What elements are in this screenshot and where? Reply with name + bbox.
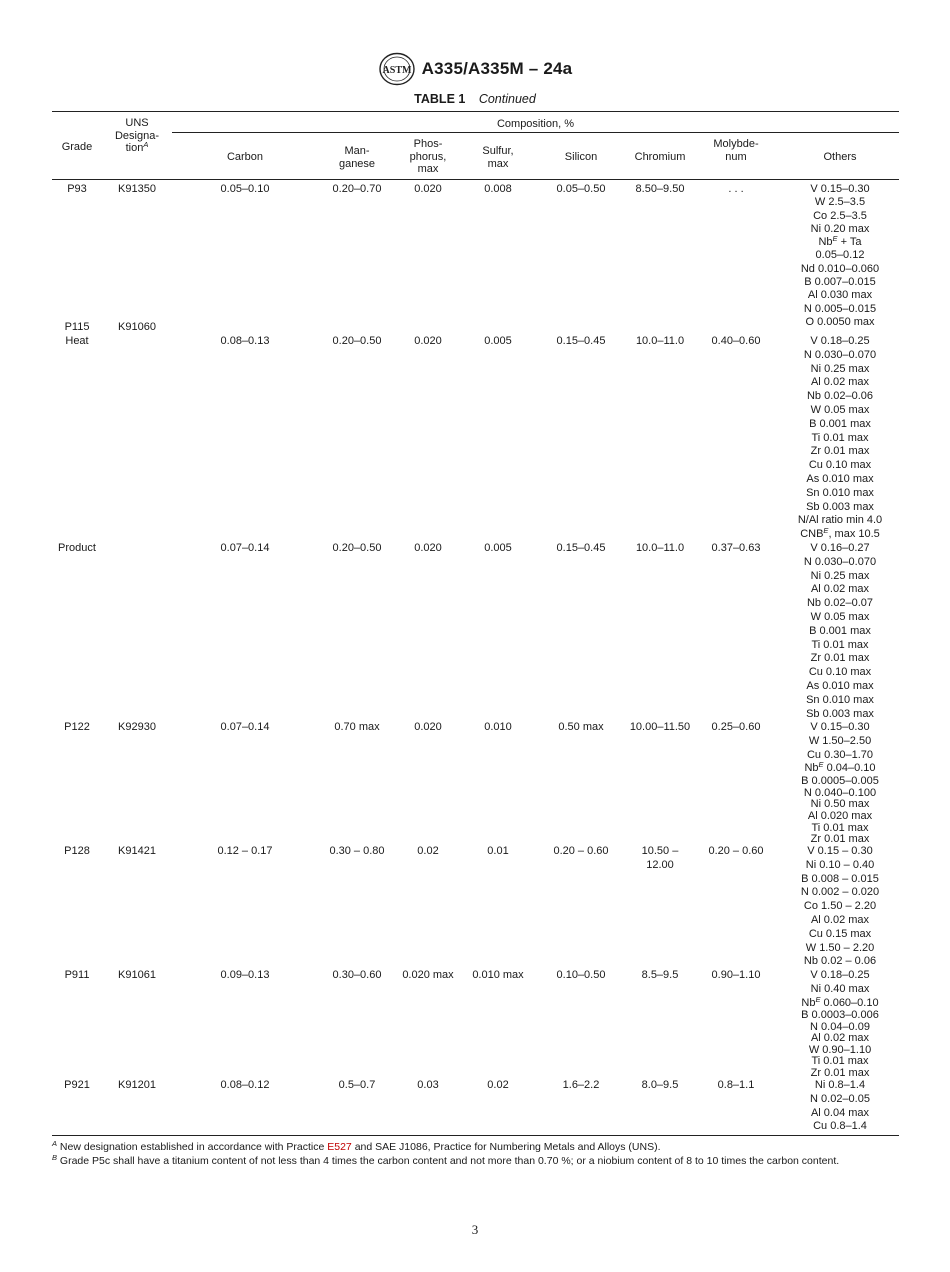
document-designation: A335/A335M – 24a [421,59,573,78]
cell-manganese: 0.20–0.70 [332,183,382,195]
cell-sulfur: 0.010 max [472,969,524,981]
cell-grade: P128 [64,845,90,857]
cell-uns: K91060 [118,321,156,333]
cell-silicon: 0.05–0.50 [556,183,606,195]
cell-sulfur: 0.005 [484,542,512,554]
cell-others: Ni 0.8–1.4 N 0.02–0.05 Al 0.04 max Cu 0.8–1.4 [810,1079,870,1133]
cell-manganese: 0.5–0.7 [338,1079,376,1091]
header-silicon: Silicon [564,151,598,163]
cell-carbon: 0.05–0.10 [220,183,270,195]
cell-sulfur: 0.01 [487,845,509,857]
cell-manganese: 0.20–0.50 [332,542,382,554]
table-bottom-rule [52,1135,899,1136]
header-molybdenum: Molybde- num [713,138,759,163]
cell-sulfur: 0.005 [484,335,512,347]
cell-grade: P93 [67,183,87,195]
cell-phosphorus: 0.020 max [402,969,454,981]
cell-chromium: 8.50–9.50 [635,183,685,195]
cell-molybdenum: 0.90–1.10 [711,969,761,981]
header-bottom-rule [52,179,899,180]
cell-phosphorus: 0.03 [417,1079,439,1091]
cell-grade: Heat [65,335,89,347]
header-carbon: Carbon [226,151,264,163]
cell-uns: K92930 [118,721,156,733]
cell-silicon: 0.20 – 0.60 [553,845,609,857]
composition-underline [172,132,899,133]
cell-carbon: 0.09–0.13 [220,969,270,981]
cell-silicon: 0.15–0.45 [556,542,606,554]
cell-silicon: 1.6–2.2 [562,1079,600,1091]
svg-text:ASTM: ASTM [382,65,412,76]
cell-carbon: 0.07–0.14 [220,542,270,554]
cell-phosphorus: 0.020 [414,542,442,554]
table-caption [0,92,950,106]
cell-others: V 0.15–0.30 W 1.50–2.50 Cu 0.30–1.70 $Nb^E$ 0.04–0.10 B 0.0005–0.005 N 0.040–0.100 Ni 0.50 max Al 0.020 max Ti 0.01 max Zr 0.01 max [801,721,879,846]
cell-uns: K91350 [118,183,156,195]
cell-sulfur: 0.010 [484,721,512,733]
cell-chromium: 10.00–11.50 [629,721,691,733]
cell-phosphorus: 0.020 [414,335,442,347]
cell-molybdenum: 0.25–0.60 [711,721,761,733]
cell-chromium: 8.5–9.5 [641,969,679,981]
document-header [0,52,950,86]
cell-manganese: 0.30–0.60 [332,969,382,981]
footnote-a: $^A$ New designation established in accordance with Practice E527 and SAE J1086, Practice for Numbering Metals and Alloys (UNS). [52,1139,661,1153]
table-continued: Continued [478,92,536,106]
cell-grade: Product [58,542,96,554]
cell-carbon: 0.08–0.12 [220,1079,270,1091]
cell-manganese: 0.20–0.50 [332,335,382,347]
cell-grade: P921 [64,1079,90,1091]
cell-molybdenum: 0.40–0.60 [711,335,761,347]
cell-molybdenum: 0.8–1.1 [717,1079,755,1091]
footnote-b: $^B$ Grade P5c shall have a titanium content of not less than 4 times the carbon content and not more than 0.70 %; or a niobium content of 8 to 10 times the carbon content. [52,1153,840,1167]
page-number: 3 [471,1222,479,1237]
cell-manganese: 0.70 max [334,721,380,733]
header-manganese: Man- ganese [338,145,376,170]
cell-phosphorus: 0.020 [414,183,442,195]
cell-phosphorus: 0.020 [414,721,442,733]
header-phosphorus: Phos- phorus, max [409,138,447,175]
astm-logo-icon [378,52,416,86]
cell-carbon: 0.07–0.14 [220,721,270,733]
cell-grade: P122 [64,721,90,733]
table-label: TABLE 1 [414,92,466,106]
cell-chromium: 10.0–11.0 [635,335,685,347]
cell-silicon: 0.10–0.50 [556,969,606,981]
cell-sulfur: 0.008 [484,183,512,195]
cell-chromium: 10.0–11.0 [635,542,685,554]
cell-chromium: 10.50 – 12.00 [641,845,679,871]
header-composition: Composition, % [496,118,575,130]
header-chromium: Chromium [634,151,686,163]
cell-others: V 0.18–0.25 N 0.030–0.070 Ni 0.25 max Al 0.02 max Nb 0.02–0.06 W 0.05 max B 0.001 max Ti 0.01 max Zr 0.01 max Cu 0.10 max As 0.010 max Sn 0.010 max Sb 0.003 max N/Al ratio min 4.0 $CNB^E$, max 10.5 [797,335,883,541]
reference-link-e527[interactable]: E527 [327,1141,352,1153]
cell-others: V 0.15–0.30 W 2.5–3.5 Co 2.5–3.5 Ni 0.20 max $Nb^E + Ta$ 0.05–0.12 Nd 0.010–0.060 B 0.007–0.015 Al 0.030 max N 0.005–0.015 O 0.0050 max [800,183,880,328]
cell-chromium: 8.0–9.5 [641,1079,679,1091]
cell-uns: K91201 [118,1079,156,1091]
table-top-rule [52,111,899,112]
cell-grade: P115 [64,321,90,333]
cell-phosphorus: 0.02 [417,845,439,857]
cell-molybdenum: 0.20 – 0.60 [708,845,764,857]
cell-uns: K91061 [118,969,156,981]
cell-manganese: 0.30 – 0.80 [329,845,385,857]
cell-carbon: 0.12 – 0.17 [217,845,273,857]
cell-grade: P911 [64,969,90,981]
cell-molybdenum: . . . [728,183,744,195]
cell-sulfur: 0.02 [487,1079,509,1091]
header-grade: Grade [61,141,93,153]
cell-others: V 0.16–0.27 N 0.030–0.070 Ni 0.25 max Al 0.02 max Nb 0.02–0.07 W 0.05 max B 0.001 max Ti 0.01 max Zr 0.01 max Cu 0.10 max As 0.010 max Sn 0.010 max Sb 0.003 max [803,542,877,720]
cell-others: V 0.18–0.25 Ni 0.40 max $Nb^E$ 0.060–0.10 B 0.0003–0.006 N 0.04–0.09 Al 0.02 max W 0.90–1.10 Ti 0.01 max Zr 0.01 max [801,969,879,1079]
cell-silicon: 0.50 max [558,721,604,733]
header-others: Others [823,151,857,163]
header-uns: UNS Designa- tion$^A$ [114,117,160,154]
cell-molybdenum: 0.37–0.63 [711,542,761,554]
cell-silicon: 0.15–0.45 [556,335,606,347]
cell-carbon: 0.08–0.13 [220,335,270,347]
header-sulfur: Sulfur, max [482,145,514,170]
cell-others: V 0.15 – 0.30 Ni 0.10 – 0.40 B 0.008 – 0.015 N 0.002 – 0.020 Co 1.50 – 2.20 Al 0.02 max Cu 0.15 max W 1.50 – 2.20 Nb 0.02 – 0.06 [800,845,880,968]
cell-uns: K91421 [118,845,156,857]
